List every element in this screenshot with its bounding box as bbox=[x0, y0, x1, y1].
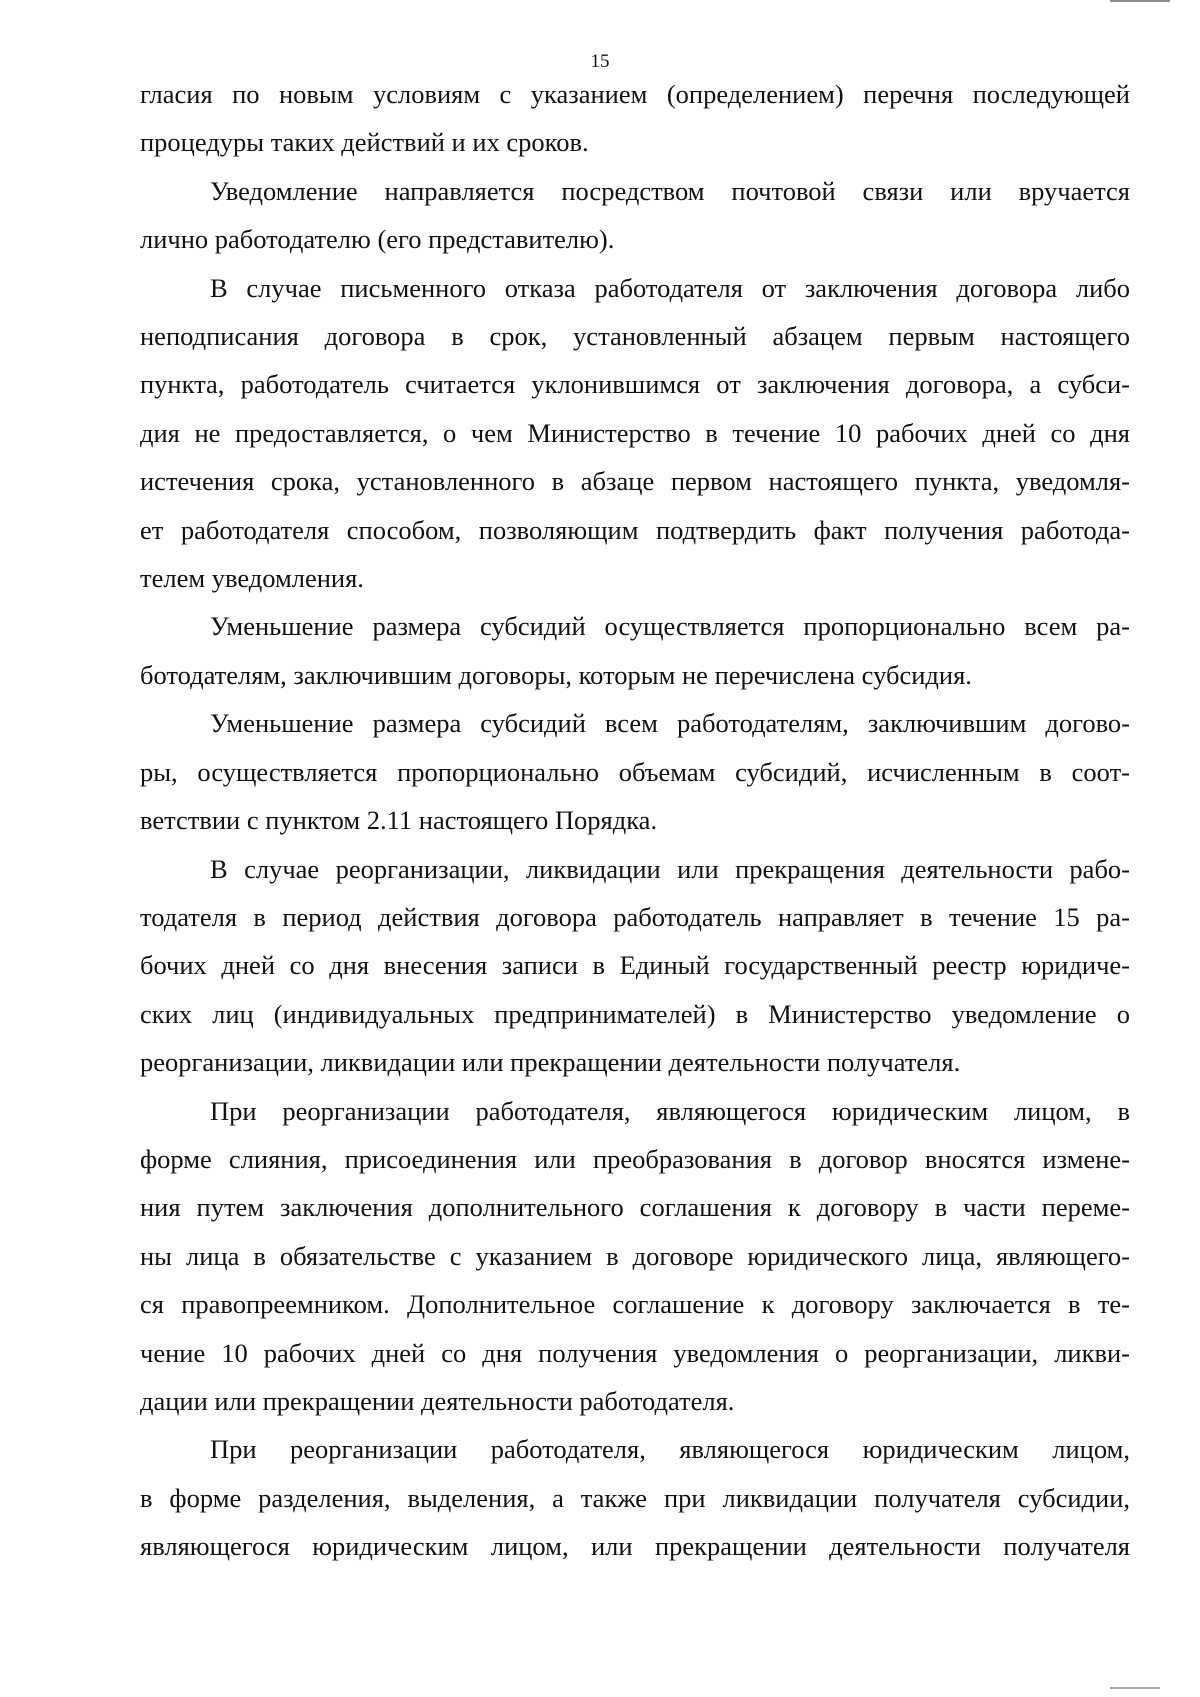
text-line: истечения срока, установленного в абзаце первом настоящего пункта, уведомля- bbox=[140, 466, 1130, 497]
text-line: бочих дней со дня внесения записи в Единый государственный реестр юридиче- bbox=[140, 950, 1130, 981]
text-line: Уменьшение размера субсидий осуществляется пропорционально всем ра- bbox=[210, 611, 1130, 642]
text-line: форме слияния, присоединения или преобразования в договор вносятся измене- bbox=[140, 1143, 1130, 1174]
text-line: процедуры таких действий и их сроков. bbox=[140, 127, 589, 158]
text-line: тодателя в период действия договора работодатель направляет в течение 15 ра- bbox=[140, 901, 1130, 932]
text-line: При реорганизации работодателя, являющегося юридическим лицом, в bbox=[210, 1095, 1130, 1126]
text-line: неподписания договора в срок, установленный абзацем первым настоящего bbox=[140, 321, 1130, 352]
scan-artifact-top-right bbox=[1110, 0, 1170, 2]
text-line: дации или прекращении деятельности работодателя. bbox=[140, 1385, 735, 1416]
text-line: реорганизации, ликвидации или прекращении деятельности получателя. bbox=[140, 1047, 961, 1078]
text-line: чение 10 рабочих дней со дня получения уведомления о реорганизации, ликви- bbox=[140, 1337, 1130, 1368]
text-line: ся правопреемником. Дополнительное соглашение к договору заключается в те- bbox=[140, 1289, 1130, 1320]
text-line: дия не предоставляется, о чем Министерство в течение 10 рабочих дней со дня bbox=[140, 417, 1130, 448]
text-line: При реорганизации работодателя, являющегося юридическим лицом, bbox=[210, 1434, 1130, 1465]
body-text bbox=[140, 70, 1130, 1571]
text-line: гласия по новым условиям с указанием (определением) перечня последующей bbox=[140, 79, 1130, 109]
text-line: ры, осуществляется пропорционально объемам субсидий, исчисленным в соот- bbox=[140, 756, 1130, 787]
text-line: В случае письменного отказа работодателя от заключения договора либо bbox=[210, 272, 1130, 303]
text-line: Уведомление направляется посредством почтовой связи или вручается bbox=[210, 175, 1130, 206]
text-line: телем уведомления. bbox=[140, 563, 364, 594]
page-number: 15 bbox=[590, 51, 610, 72]
text-line: ны лица в обязательстве с указанием в договоре юридического лица, являющего- bbox=[140, 1240, 1130, 1271]
text-line: ветствии с пунктом 2.11 настоящего Порядка. bbox=[140, 805, 658, 836]
text-line: ских лиц (индивидуальных предпринимателей) в Министерство уведомление о bbox=[140, 998, 1130, 1029]
text-line: являющегося юридическим лицом, или прекращении деятельности получателя bbox=[140, 1531, 1130, 1562]
text-line: Уменьшение размера субсидий всем работодателям, заключившим догово- bbox=[210, 708, 1130, 739]
text-line: ботодателям, заключившим договоры, которым не перечислена субсидия. bbox=[140, 659, 972, 690]
scan-artifact-bottom-right bbox=[1110, 1687, 1160, 1689]
text-line: В случае реорганизации, ликвидации или прекращения деятельности рабо- bbox=[210, 853, 1130, 884]
text-line: пункта, работодатель считается уклонившимся от заключения договора, а субси- bbox=[140, 369, 1130, 400]
text-line: ния путем заключения дополнительного соглашения к договору в части переме- bbox=[140, 1192, 1130, 1223]
text-line: в форме разделения, выделения, а также при ликвидации получателя субсидии, bbox=[140, 1482, 1130, 1513]
text-line: ет работодателя способом, позволяющим подтвердить факт получения работода- bbox=[140, 514, 1130, 545]
text-line: лично работодателю (его представителю). bbox=[140, 224, 615, 255]
